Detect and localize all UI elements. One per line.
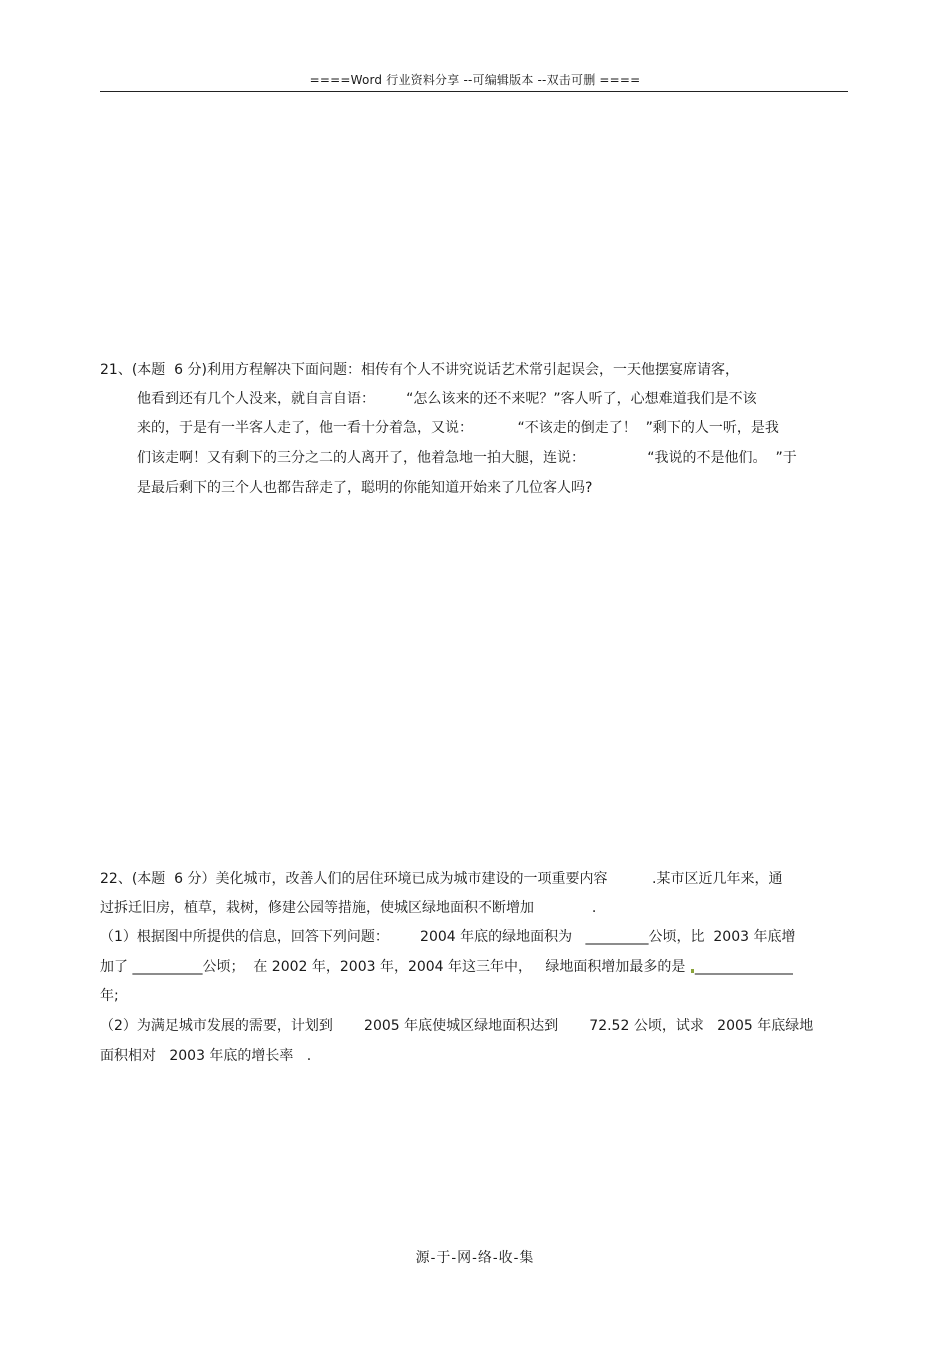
- q22-line-1: 22、(本题 6 分）美化城市，改善人们的居住环境已成为城市建设的一项重要内容 .某市区近几年来，通: [100, 871, 783, 887]
- q22-line-7: 面积相对 2003 年底的增长率 .: [100, 1048, 312, 1064]
- edit-mark-icon: [691, 969, 694, 973]
- q22-line-4-text: 加了 __________公顷； 在 2002 年，2003 年，2004 年这三年中， 绿地面积增加最多的是: [100, 959, 690, 975]
- header-divider: [100, 91, 848, 92]
- q22-line-6: （2）为满足城市发展的需要，计划到 2005 年底使城区绿地面积达到 72.52 公顷，试求 2005 年底绿地: [100, 1018, 814, 1034]
- q21-line-4: 们该走啊！又有剩下的三分之二的人离开了，他着急地一拍大腿，连说： “我说的不是他们。 ”于: [137, 450, 797, 466]
- q22-answer-blank: ______________: [694, 959, 793, 975]
- q21-line-3: 来的，于是有一半客人走了，他一看十分着急，又说： “不该走的倒走了！ ”剩下的人一听，是我: [137, 420, 779, 436]
- page-footer: 源-于-网-络-收-集: [415, 1250, 535, 1266]
- q22-line-3: （1）根据图中所提供的信息，回答下列问题： 2004 年底的绿地面积为 _________公顷，比 2003 年底增: [100, 929, 796, 945]
- q22-line-5: 年;: [100, 988, 119, 1004]
- q21-line-1: 21、(本题 6 分)利用方程解决下面问题：相传有个人不讲究说话艺术常引起误会，一天他摆宴席请客，: [100, 362, 739, 378]
- q21-line-5: 是最后剩下的三个人也都告辞走了，聪明的你能知道开始来了几位客人吗?: [137, 480, 593, 496]
- page-header: ====Word 行业资料分享 --可编辑版本 --双击可删 ====: [309, 73, 641, 87]
- q22-line-4: [100, 957, 793, 977]
- q21-line-2: 他看到还有几个人没来，就自言自语： “怎么该来的还不来呢？”客人听了，心想难道我们是不该: [137, 391, 757, 407]
- q22-line-2: 过拆迁旧房，植草，栽树，修建公园等措施，使城区绿地面积不断增加 .: [100, 900, 597, 916]
